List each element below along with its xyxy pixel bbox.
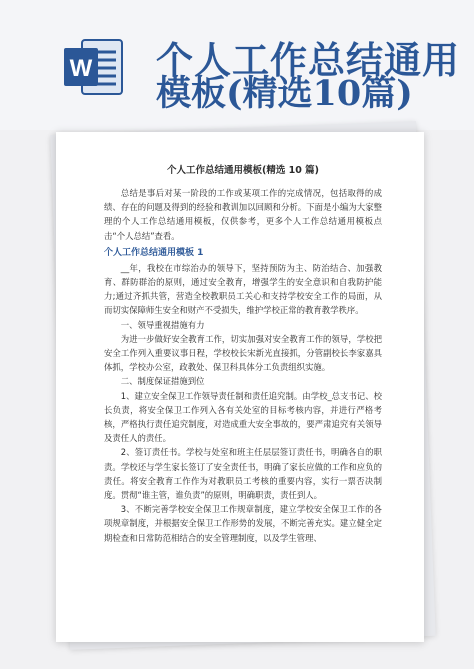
document-page (56, 132, 424, 642)
paragraph-1: __年，我校在市综治办的领导下，坚持预防为主、防治结合、加强教育、群防群治的原则，通过安全教育，增强学生的安全意识和自我防护能力;通过齐抓共管，营造全校教职员工关心和支持学校安全工作的局面，从而切实保障师生安全和财产不受损失，维护学校正常的教育教学秩序。 (104, 262, 382, 316)
banner-title-line1: 个人工作总结通用 (156, 38, 460, 82)
section-title: 个人工作总结通用模板 1 (104, 247, 204, 258)
document-heading: 个人工作总结通用模板(精选 10 篇) (166, 165, 320, 176)
word-document-icon (62, 36, 126, 98)
logo-letter: W (69, 55, 93, 82)
intro-paragraph: 总结是事后对某一阶段的工作或某项工作的完成情况，包括取得的成绩、存在的问题及得到的经验和教训加以回顾和分析。下面是小编为大家整理的个人工作总结通用模板，仅供参考，更多个人工作总结通用模板点击“个人总结”查看。 (104, 188, 382, 241)
header-banner (0, 0, 474, 130)
item-heading-1: 一、领导重视措施有力 (120, 319, 205, 330)
item-heading-2: 二、制度保证措施到位 (120, 376, 205, 387)
banner-title-line2: 模板(精选10篇) (156, 73, 413, 114)
paragraph-5: 3、不断完善学校安全保卫工作规章制度，建立学校安全保卫工作的各项规章制度，并根据安全保卫工作形势的发展，不断完善充实。建立健全定期检查和日常防范相结合的安全管理制度，以及学生管理、 (104, 504, 382, 543)
paragraph-3: 1、建立安全保卫工作领导责任制和责任追究制。由学校_总支书记、校长负责，将安全保卫工作列入各有关处室的目标考核内容，并进行严格考核，严格执行责任追究制度，对造成重大安全事故的，要严肃追究有关领导及责任人的责任。 (104, 390, 382, 444)
paragraph-4: 2、签订责任书。学校与处室和班主任层层签订责任书，明确各自的职责。学校还与学生家长签订了安全责任书，明确了家长应做的工作和应负的责任。将安全教育工作作为对教职员工考核的重要内容，实行一票否决制度。贯彻“谁主管，谁负责”的原则，明确职责，责任到人。 (104, 447, 382, 501)
paragraph-2: 为进一步做好安全教育工作，切实加强对安全教育工作的领导，学校把安全工作列入重要议事日程，学校校长宋新光直接抓，分管副校长李家嘉具体抓，学校办公室，政教处、保卫科具体分工负责组织实施。 (104, 333, 382, 373)
document-body (104, 162, 382, 545)
